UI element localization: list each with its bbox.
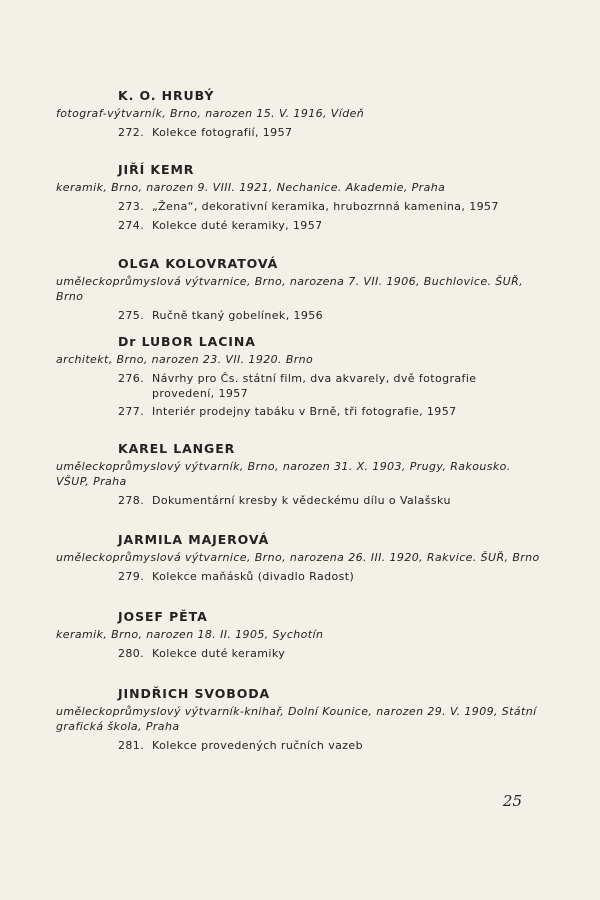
artist-name: K. O. HRUBÝ: [118, 88, 215, 103]
entry-kemr: [56, 162, 546, 237]
artist-name: KAREL LANGER: [118, 441, 236, 456]
catalog-item: [56, 372, 546, 401]
catalog-title: „Žena“, dekorativní keramika, hrubozrnná kamenina, 1957: [152, 200, 499, 213]
catalog-number: 280.: [118, 647, 145, 660]
catalog-title: Dokumentární kresby k vědeckému dílu o Valašsku: [152, 494, 451, 507]
page-number: 25: [502, 792, 522, 810]
artist-description: keramik, Brno, narozen 9. VIII. 1921, Nechanice. Akademie, Praha: [56, 181, 446, 194]
catalog-items: [56, 739, 546, 754]
catalog-item: [56, 405, 546, 420]
catalog-items: [56, 126, 546, 141]
artist-name: JINDŘICH SVOBODA: [118, 686, 271, 701]
catalog-items: [56, 494, 546, 509]
catalog-title: Kolekce maňásků (divadlo Radost): [152, 570, 355, 583]
artist-description: uměleckoprůmyslová výtvarnice, Brno, narozena 26. III. 1920, Rakvice. ŠUŘ, Brno: [56, 551, 540, 564]
catalog-item: [56, 309, 546, 324]
catalog-item: [56, 494, 546, 509]
catalog-title: Kolekce provedených ručních vazeb: [152, 739, 363, 752]
entry-lacina: [56, 334, 546, 424]
catalog-items: [56, 647, 546, 662]
entry-majerova: [56, 532, 546, 589]
catalog-items: [56, 570, 546, 585]
catalog-title: Interiér prodejny tabáku v Brně, tři fotografie, 1957: [152, 405, 457, 418]
catalog-item: [56, 219, 546, 234]
catalog-number: 276.: [118, 372, 145, 385]
entry-langer: [56, 441, 546, 513]
artist-name: OLGA KOLOVRATOVÁ: [118, 256, 279, 271]
catalog-items: [56, 200, 546, 233]
catalog-number: 275.: [118, 309, 145, 322]
catalog-title: Kolekce fotografií, 1957: [152, 126, 293, 139]
catalog-title: Kolekce duté keramiky, 1957: [152, 218, 323, 232]
artist-description: uměleckoprůmyslový výtvarník-knihař, Dolní Kounice, narozen 29. V. 1909, Státní grafická škola, Praha: [56, 705, 537, 733]
entry-hruby: [56, 88, 546, 145]
catalog-items: [56, 372, 546, 420]
catalog-title: Kolekce duté keramiky: [152, 647, 286, 660]
catalog-number: 281.: [118, 739, 145, 752]
catalog-number: 273.: [118, 200, 145, 213]
catalog-item: [56, 200, 546, 215]
catalog-number: 274.: [118, 218, 145, 232]
catalog-item: [56, 126, 546, 141]
catalog-number: 278.: [118, 494, 145, 507]
artist-name: JIŘÍ KEMR: [118, 162, 195, 177]
entry-svoboda: [56, 686, 546, 758]
artist-name: JARMILA MAJEROVÁ: [118, 532, 270, 547]
catalog-item: [56, 570, 546, 585]
catalog-number: 272.: [118, 126, 145, 139]
artist-description: uměleckoprůmyslový výtvarník, Brno, narozen 31. X. 1903, Prugy, Rakousko. VŠUP, Praha: [56, 460, 511, 488]
catalog-title: Návrhy pro Čs. státní film, dva akvarely, dvě fotografie provedení, 1957: [152, 372, 477, 400]
artist-description: architekt, Brno, narozen 23. VII. 1920. Brno: [56, 353, 314, 366]
artist-description: keramik, Brno, narozen 18. II. 1905, Sychotín: [56, 628, 324, 641]
catalog-items: [56, 309, 546, 324]
artist-description: fotograf-výtvarník, Brno, narozen 15. V. 1916, Vídeň: [56, 107, 365, 120]
catalog-number: 279.: [118, 570, 145, 583]
catalog-title: Ručně tkaný gobelínek, 1956: [152, 309, 324, 322]
catalog-item: [56, 739, 546, 754]
artist-description: uměleckoprůmyslová výtvarnice, Brno, narozena 7. VII. 1906, Buchlovice. ŠUŘ, Brno: [56, 275, 524, 303]
catalog-item: [56, 647, 546, 662]
catalog-number: 277.: [118, 405, 145, 418]
artist-name: Dr LUBOR LACINA: [118, 334, 256, 349]
entry-peta: [56, 609, 546, 666]
artist-name: JOSEF PĚTA: [118, 609, 208, 624]
entry-kolovratova: [56, 256, 546, 328]
